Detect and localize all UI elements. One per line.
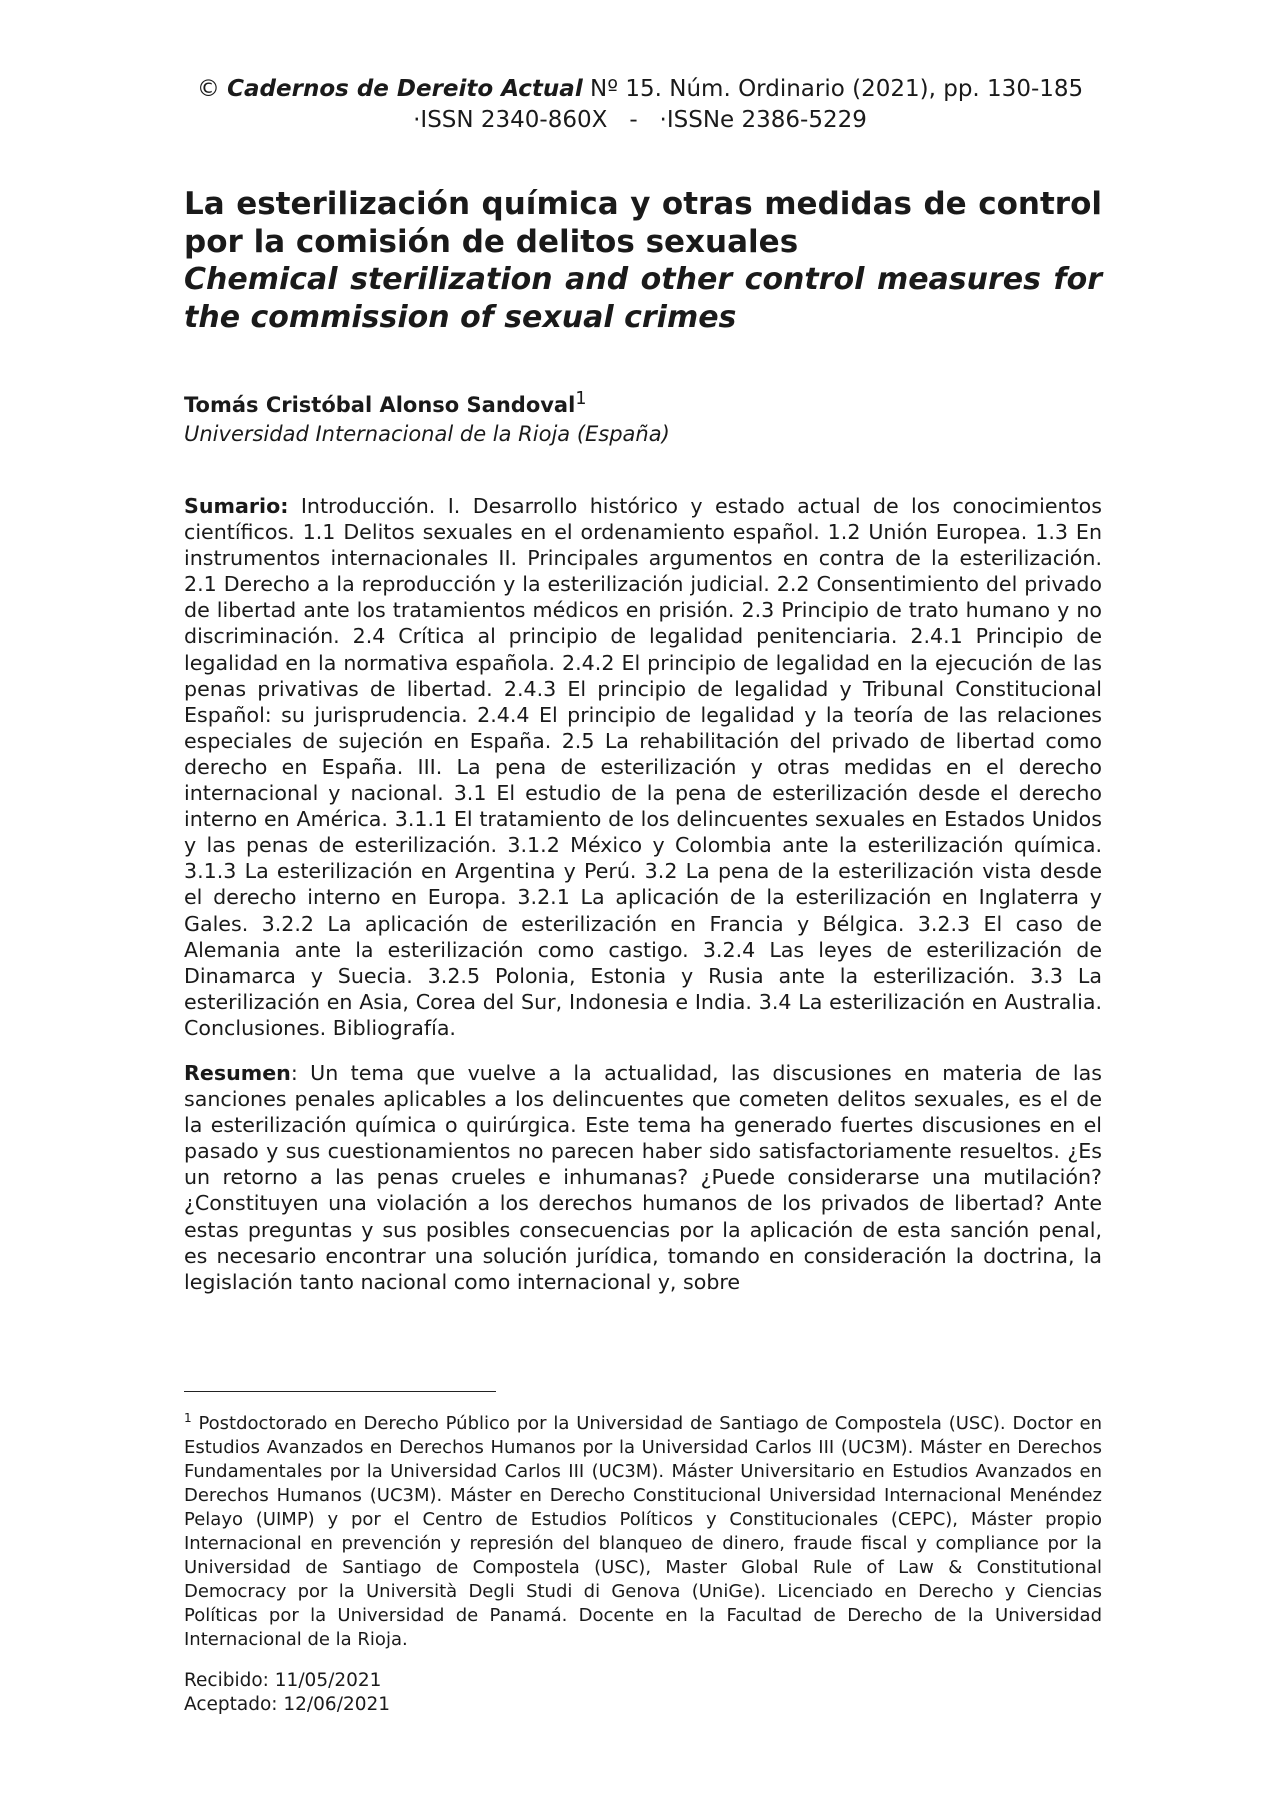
title-block <box>184 185 1102 337</box>
title-english: Chemical sterilization and other control measures for the commission of sexual crimes <box>184 262 1102 335</box>
author-affiliation: Universidad Internacional de la Rioja (España) <box>184 422 670 446</box>
author-name: Tomás Cristóbal Alonso Sandoval <box>184 393 576 417</box>
footnote-divider <box>184 1391 496 1392</box>
journal-issn: ·ISSN 2340-860X - ·ISSNe 2386-5229 <box>413 107 867 133</box>
received-date: Recibido: 11/05/2021 <box>184 1670 382 1691</box>
journal-header <box>0 74 1280 136</box>
author-footnote-marker: 1 <box>575 389 587 409</box>
resumen-text: : Un tema que vuelve a la actualidad, las discusiones en materia de las sanciones penales aplicables a los delincuentes que cometen delitos sexuales, es el de la esterilización química o quirúrgica. Este tema ha generado fuertes discusiones en el pasado y sus cuestionamientos no parecen haber sido satisfactoriamente resueltos. ¿Es un retorno a las penas crueles e inhumanas? ¿Puede considerarse una mutilación? ¿Constituyen una violación a los derechos humanos de los privados de libertad? Ante estas preguntas y sus posibles consecuencias por la aplicación de esta sanción penal, es necesario encontrar una solución jurídica, tomando en consideración la doctrina, la legislación tanto nacional como internacional y, sobre <box>184 1060 1102 1294</box>
submission-dates <box>184 1669 390 1717</box>
journal-name: Cadernos de Dereito Actual <box>227 76 583 102</box>
journal-citation-line <box>0 74 1280 105</box>
sumario-label: Sumario: <box>184 494 289 518</box>
footnote-text: Postdoctorado en Derecho Público por la Universidad de Santiago de Compostela (USC). Doctor en Estudios Avanzados en Derechos Humanos por la Universidad Carlos III (UC3M). Máster en Derechos Fundamentales por la Universidad Carlos III (UC3M). Máster Universitario en Estudios Avanzados en Derechos Humanos (UC3M). Máster en Derecho Constitucional Universidad Internacional Menéndez Pelayo (UIMP) y por el Centro de Estudios Políticos y Constitucionales (CEPC), Máster propio Internacional en prevención y represión del blanqueo de dinero, fraude fiscal y compliance por la Universidad de Santiago de Compostela (USC), Master Global Rule of Law & Constitutional Democracy por la Università Degli Studi di Genova (UniGe). Licenciado en Derecho y Ciencias Políticas por la Universidad de Panamá. Docente en la Facultad de Derecho de la Universidad Internacional de la Rioja. <box>184 1413 1102 1650</box>
accepted-date: Aceptado: 12/06/2021 <box>184 1694 391 1715</box>
sumario-text: Introducción. I. Desarrollo histórico y estado actual de los conocimientos científicos. 1.1 Delitos sexuales en el ordenamiento español. 1.2 Unión Europea. 1.3 En instrumentos internacionales II. Principales argumentos en contra de la esterilización. 2.1 Derecho a la reproducción y la esterilización judicial. 2.2 Consentimiento del privado de libertad ante los tratamientos médicos en prisión. 2.3 Principio de trato humano y no discriminación. 2.4 Crítica al principio de legalidad penitenciaria. 2.4.1 Principio de legalidad en la normativa española. 2.4.2 El principio de legalidad en la ejecución de las penas privativas de libertad. 2.4.3 El principio de legalidad y Tribunal Constitucional Español: su jurisprudencia. 2.4.4 El principio de legalidad y la teoría de las relaciones especiales de sujeción en España. 2.5 La rehabilitación del privado de libertad como derecho en España. III. La pena de esterilización y otras medidas en el derecho internacional y nacional. 3.1 El estudio de la pena de esterilización desde el derecho interno en América. 3.1.1 El tratamiento de los delincuentes sexuales en Estados Unidos y las penas de esterilización. 3.1.2 México y Colombia ante la esterilización química. 3.1.3 La esterilización en Argentina y Perú. 3.2 La pena de la esterilización vista desde el derecho interno en Europa. 3.2.1 La aplicación de la esterilización en Inglaterra y Gales. 3.2.2 La aplicación de esterilización en Francia y Bélgica. 3.2.3 El caso de Alemania ante la esterilización como castigo. 3.2.4 Las leyes de esterilización de Dinamarca y Suecia. 3.2.5 Polonia, Estonia y Rusia ante la esterilización. 3.3 La esterilización en Asia, Corea del Sur, Indonesia e India. 3.4 La esterilización en Australia. Conclusiones. Bibliografía. <box>184 494 1102 1040</box>
abstract-body <box>184 493 1102 1295</box>
resumen-label: Resumen <box>184 1060 291 1085</box>
copyright-symbol: © <box>196 76 220 102</box>
sumario-paragraph <box>184 493 1102 1041</box>
journal-issue: Nº 15. Núm. Ordinario (2021), pp. 130-185 <box>590 76 1084 102</box>
footnote <box>184 1406 1102 1652</box>
footnote-marker: 1 <box>184 1411 192 1425</box>
resumen-paragraph <box>184 1060 1102 1295</box>
author-block <box>184 385 1102 449</box>
author-line <box>184 385 1102 420</box>
title-spanish: La esterilización química y otras medidas de control por la comisión de delitos sexuales <box>184 186 1102 260</box>
